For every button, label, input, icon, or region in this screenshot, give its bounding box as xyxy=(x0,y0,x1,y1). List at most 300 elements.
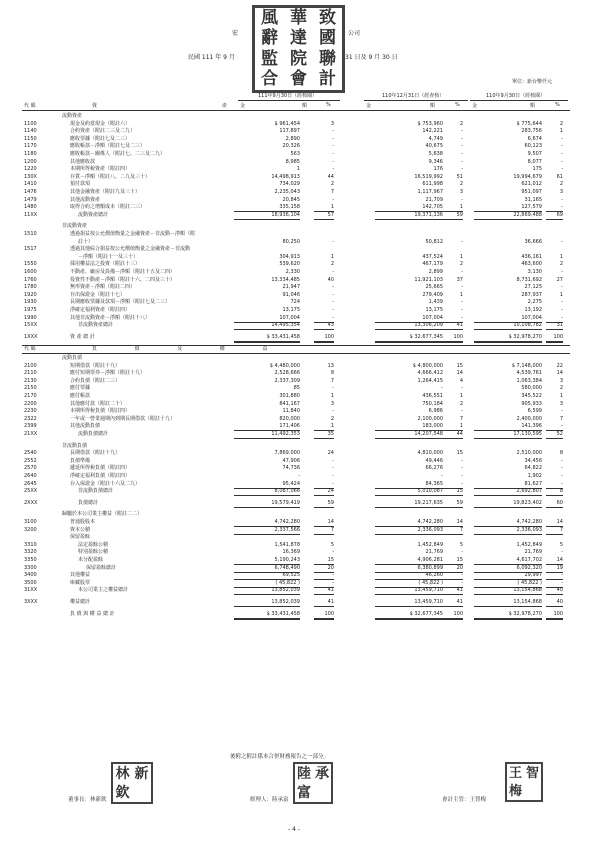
row-code: 1517 xyxy=(24,246,37,253)
row-amount-1: 841,167 xyxy=(279,400,300,407)
row-amount-2: 16,519,992 xyxy=(414,173,443,180)
row-amount-3: 1,902 xyxy=(527,473,542,479)
table-row xyxy=(0,113,597,120)
row-code: 1XXX xyxy=(24,333,38,340)
row-name: 取得合約之增額成本（附註二三） xyxy=(70,204,146,211)
table-row xyxy=(0,261,597,268)
row-amount-3: 27,125 xyxy=(524,284,542,291)
row-pct-2: - xyxy=(461,269,463,275)
row-pct-1: - xyxy=(332,158,334,165)
col-pct-2: % xyxy=(455,102,460,108)
row-pct-3: 3 xyxy=(559,400,563,407)
row-name: 長期借款（附註十九） xyxy=(70,450,121,457)
row-name: 短期借款（附註十九） xyxy=(70,362,121,369)
row-pct-1: - xyxy=(332,465,334,472)
row-code: 3400 xyxy=(24,572,37,579)
row-name: 存入保證金（附註十六及二九） xyxy=(70,480,141,487)
row-pct-2: - xyxy=(443,315,463,323)
row-amount-1: 1,541,878 xyxy=(274,541,300,548)
row-amount-3: 13,154,868 xyxy=(474,599,542,607)
table-row xyxy=(0,269,597,276)
row-amount-1: 8,985 xyxy=(285,158,300,165)
table-row xyxy=(0,488,597,495)
row-pct-2: 15 xyxy=(456,450,463,457)
row-code: 2130 xyxy=(24,377,37,384)
row-amount-3: 283,756 xyxy=(521,128,542,135)
row-name: 本期所得稅負債（附註四） xyxy=(70,408,131,415)
row-name: 資本公積 xyxy=(70,526,91,533)
table-row xyxy=(0,500,597,507)
row-amount-2: 13,459,710 xyxy=(375,587,443,595)
row-code: 1476 xyxy=(24,189,37,195)
row-pct-3: 27 xyxy=(556,276,563,283)
row-amount-3: 2,510,000 xyxy=(516,450,542,457)
row-amount-1: $ 33,431,458 xyxy=(234,611,300,620)
col-pct-1: % xyxy=(326,102,331,108)
row-amount-3: 6,092,320 xyxy=(474,565,542,573)
row-amount-3: 13,192 xyxy=(524,307,542,313)
row-name: 其他應付款（附註二十） xyxy=(70,400,126,407)
table-row xyxy=(0,143,597,150)
row-pct-3: 2 xyxy=(559,385,563,392)
row-amount-2: 467,179 xyxy=(422,261,443,268)
row-pct-3: 1 xyxy=(559,253,563,260)
row-name: 非流動負債總計 xyxy=(78,488,114,495)
row-pct-1: - xyxy=(332,457,334,464)
row-amount-2: 21,769 xyxy=(425,549,443,556)
row-code: 25XX xyxy=(24,488,38,495)
row-name: 本期所得稅資產（附註四） xyxy=(70,166,131,173)
table-row xyxy=(0,355,597,362)
row-pct-2: 5 xyxy=(459,541,463,548)
row-amount-3: 951,097 xyxy=(521,189,542,195)
row-name: 應收票據（附註七及二三） xyxy=(70,135,131,142)
row-pct-2: - xyxy=(461,457,463,464)
row-amount-3: 4,742,280 xyxy=(474,519,542,527)
row-name: 註十） xyxy=(78,238,94,245)
table-row xyxy=(0,121,597,128)
row-amount-2: 49,446 xyxy=(425,457,443,464)
row-pct-1: 24 xyxy=(314,488,334,496)
row-amount-3: 175 xyxy=(532,166,542,173)
row-name: 其他權益 xyxy=(70,572,91,579)
row-amount-2: 142,705 xyxy=(375,204,443,212)
row-pct-2: 41 xyxy=(443,587,463,595)
row-name: 非流動資產總計 xyxy=(78,322,114,329)
row-pct-1: - xyxy=(332,291,334,298)
row-name: 歸屬於本公司業主權益（附註二二） xyxy=(62,511,143,518)
row-amount-2: 46,260 xyxy=(375,572,443,580)
row-amount-2: 2,100,000 xyxy=(417,415,443,422)
row-amount-2: 13,175 xyxy=(425,307,443,313)
row-amount-1: 16,369 xyxy=(282,549,300,556)
row-pct-3: - xyxy=(561,158,563,165)
row-amount-3: 22,869,488 xyxy=(474,212,542,220)
row-name: 未分配盈餘 xyxy=(78,557,104,563)
row-code: 3310 xyxy=(24,541,37,548)
col-amount-2: 金 xyxy=(366,103,372,109)
row-amount-2: 142,221 xyxy=(422,128,443,135)
row-name: 保留盈餘總計 xyxy=(86,564,117,571)
seal-character: 梅 xyxy=(508,783,522,799)
seal-character: 富 xyxy=(297,784,311,801)
row-pct-1: 35 xyxy=(314,431,334,439)
row-amount-1: ( 45,822 ) xyxy=(234,580,300,588)
row-amount-3: ( 45,822 ) xyxy=(474,580,542,588)
row-amount-3: 21,769 xyxy=(524,549,542,556)
row-pct-3: - xyxy=(561,135,563,142)
row-pct-1: - xyxy=(332,269,334,275)
table-row xyxy=(0,334,597,341)
row-amount-2: $ 32,677,345 xyxy=(375,611,443,620)
row-amount-3: 905,933 xyxy=(521,400,542,407)
table-row xyxy=(0,416,597,423)
row-pct-3: 1 xyxy=(559,291,563,298)
row-amount-1: 74,736 xyxy=(282,465,300,472)
row-name: 其他流動負債 xyxy=(70,423,101,430)
row-pct-3: - xyxy=(561,457,563,464)
seal-character: 致 xyxy=(319,7,336,28)
row-name: 投資性不動產－淨額（附註十六、二四及三十） xyxy=(70,276,176,283)
manager-signature: 經理人：陸承富 xyxy=(250,797,289,803)
manager-seal xyxy=(293,762,333,804)
row-amount-3: $ 32,978,270 xyxy=(474,611,542,620)
row-pct-1: - xyxy=(332,473,334,479)
row-pct-2: 41 xyxy=(443,599,463,607)
row-amount-2: 750,184 xyxy=(422,400,443,407)
row-amount-2: 2,336,093 xyxy=(375,527,443,535)
table-row xyxy=(0,423,597,430)
row-code: 15XX xyxy=(24,322,38,329)
row-amount-1: 91,046 xyxy=(282,291,300,298)
row-name: 採用權益法之投資（附註十三） xyxy=(70,261,141,268)
row-amount-1: 107,004 xyxy=(234,315,300,323)
table-row xyxy=(0,534,597,541)
row-code: 1550 xyxy=(24,261,37,268)
row-amount-3: 436,161 xyxy=(521,253,542,260)
row-name: 其他金融資產（附註九及三十） xyxy=(70,189,141,195)
row-amount-2: 84,365 xyxy=(375,481,443,489)
row-amount-3: 345,522 xyxy=(521,393,542,399)
row-name: 遞延所得稅負債（附註四） xyxy=(70,465,131,472)
table-row xyxy=(0,246,597,253)
seal-character: 辭 xyxy=(261,28,278,49)
report-date-right: 31 日及 9 月 30 日 xyxy=(345,54,398,61)
table-row xyxy=(0,511,597,518)
row-code: 2100 xyxy=(24,362,37,369)
table-row xyxy=(0,385,597,392)
row-pct-2: 3 xyxy=(459,189,463,195)
row-pct-3: 8 xyxy=(559,450,563,457)
row-name: 存出保證金（附註十七） xyxy=(70,291,126,298)
row-pct-3: 52 xyxy=(546,431,563,439)
row-code: 2170 xyxy=(24,393,37,399)
row-amount-1: 80,250 xyxy=(282,238,300,245)
row-amount-1: $ 33,431,458 xyxy=(234,334,300,343)
row-pct-1: - xyxy=(332,196,334,203)
row-amount-2: 437,524 xyxy=(422,253,443,260)
row-code: 2150 xyxy=(24,385,37,392)
table-row xyxy=(0,587,597,594)
seal-character: 新 xyxy=(134,765,149,782)
table-row xyxy=(0,370,597,377)
row-pct-1: 40 xyxy=(327,276,334,283)
row-code: 3320 xyxy=(24,549,37,556)
report-date-left: 民國 111 年 9 月 xyxy=(188,54,235,61)
header-rule-3 xyxy=(470,100,568,101)
row-pct-1: - xyxy=(332,166,334,173)
row-name: 權益總計 xyxy=(70,599,91,605)
row-pct-3: - xyxy=(546,572,563,580)
row-pct-2: 15 xyxy=(456,362,463,369)
row-pct-2: - xyxy=(443,580,463,588)
row-name: 應付短期票券－淨額（附註十九） xyxy=(70,370,146,377)
row-pct-3: 7 xyxy=(559,415,563,422)
row-pct-2: 59 xyxy=(443,500,463,508)
row-pct-2: - xyxy=(461,385,463,392)
row-amount-2: 25,665 xyxy=(425,284,443,291)
row-pct-1: 1 xyxy=(330,393,334,399)
row-pct-3: 5 xyxy=(559,541,563,548)
row-amount-2: 13,459,710 xyxy=(375,599,443,607)
row-amount-1: 2,528,666 xyxy=(274,370,300,377)
row-amount-1: 21,947 xyxy=(282,284,300,291)
seal-character: 欽 xyxy=(115,784,130,801)
liabilities-header-row xyxy=(22,345,570,354)
header-rule-1 xyxy=(238,100,340,101)
row-pct-3: 40 xyxy=(546,587,563,595)
row-amount-3: 64,822 xyxy=(524,465,542,472)
col-amount-1b: 額 xyxy=(302,103,308,109)
row-code: 31XX xyxy=(24,587,38,594)
row-amount-2: ( 45,822 ) xyxy=(375,580,443,588)
row-pct-3: - xyxy=(561,166,563,173)
row-code: 1479 xyxy=(24,196,37,203)
col-period-2: 110年12月31日（經查核） xyxy=(382,93,445,99)
table-row xyxy=(0,450,597,457)
row-pct-1: 2 xyxy=(330,415,334,422)
row-pct-1: - xyxy=(332,151,334,157)
table-row xyxy=(0,393,597,400)
row-amount-3: 2,275 xyxy=(527,299,542,306)
row-amount-3: 1,452,849 xyxy=(516,541,542,548)
row-amount-2: 107,004 xyxy=(375,315,443,323)
row-pct-3: 60 xyxy=(546,500,563,508)
row-name: 一年或一營業週期內到期長期借款（附註十九） xyxy=(70,415,176,422)
row-amount-3: 19,823,402 xyxy=(474,500,542,508)
seal-character: 風 xyxy=(261,7,278,28)
row-pct-3: 31 xyxy=(546,322,563,330)
row-amount-1: 820,000 xyxy=(279,415,300,422)
table-row xyxy=(0,166,597,173)
table-row xyxy=(0,284,597,291)
row-amount-1: $ 4,480,000 xyxy=(269,362,300,369)
row-pct-2: 37 xyxy=(456,276,463,283)
row-pct-3: 2 xyxy=(559,120,563,127)
row-amount-2: $ 753,960 xyxy=(417,120,443,127)
row-amount-3: 6,674 xyxy=(527,135,542,142)
col-period-1: 111年9月30日（經核閱） xyxy=(258,93,318,99)
row-pct-2: 2 xyxy=(459,261,463,268)
seal-character: 達 xyxy=(290,28,307,49)
row-code: 代 碼 xyxy=(24,346,36,353)
row-name: 法定盈餘公積 xyxy=(78,541,109,548)
row-amount-3: 31,165 xyxy=(524,196,542,203)
row-amount-3: $ 32,978,270 xyxy=(474,334,542,343)
row-amount-2: 1,439 xyxy=(428,299,443,306)
seal-character: 國 xyxy=(319,28,336,49)
row-amount-1: 8,087,066 xyxy=(234,488,300,496)
row-amount-3: 8,077 xyxy=(527,158,542,165)
company-name-right: 公司 xyxy=(348,30,361,37)
col-assets-label-2: 產 xyxy=(222,103,228,109)
table-row xyxy=(0,151,597,158)
row-amount-2: 11,921,103 xyxy=(414,276,443,283)
row-code: 3350 xyxy=(24,557,37,563)
row-amount-2: 4,666,412 xyxy=(417,370,443,377)
row-amount-1: 85 xyxy=(293,385,300,392)
row-pct-2: - xyxy=(461,128,463,135)
row-pct-2: 1 xyxy=(459,253,463,260)
row-code: 130X xyxy=(24,173,37,180)
row-code: 3500 xyxy=(24,579,37,586)
row-pct-3: - xyxy=(561,269,563,275)
company-seal xyxy=(252,5,345,93)
row-name: 透過其他綜合損益按公允價值衡量之金融資產－非流動 xyxy=(70,246,191,253)
row-amount-3: 6,599 xyxy=(527,408,542,415)
table-row xyxy=(0,212,597,219)
row-name: 應收帳款－關係人（附註七、二三及二九） xyxy=(70,151,166,157)
row-code: 1920 xyxy=(24,291,37,298)
row-amount-2: 2,899 xyxy=(428,269,443,275)
row-amount-3: 3,130 xyxy=(527,269,542,275)
row-amount-1: 13,852,039 xyxy=(234,599,300,607)
row-amount-3: 8,731,692 xyxy=(516,276,542,283)
row-pct-1: 7 xyxy=(330,377,334,384)
row-name: 預付款項 xyxy=(70,181,91,188)
table-row xyxy=(0,465,597,472)
row-pct-2: - xyxy=(443,572,463,580)
row-pct-1: 3 xyxy=(330,120,334,127)
table-row xyxy=(0,401,597,408)
row-amount-2: 66,276 xyxy=(425,465,443,472)
row-pct-2: 59 xyxy=(443,212,463,220)
row-code: 2540 xyxy=(24,450,37,457)
table-row xyxy=(0,136,597,143)
header-bottom-rule xyxy=(22,110,570,111)
table-row xyxy=(0,277,597,284)
row-pct-3: - xyxy=(561,238,563,245)
row-pct-2: 7 xyxy=(459,415,463,422)
row-pct-2: - xyxy=(461,299,463,306)
row-amount-3: 127,579 xyxy=(474,204,542,212)
row-pct-2: 41 xyxy=(443,322,463,330)
accountant-seal-text xyxy=(507,764,541,800)
row-pct-1: - xyxy=(332,408,334,415)
row-pct-3: 1 xyxy=(559,128,563,135)
row-amount-3: 17,130,595 xyxy=(474,431,542,439)
row-name: 應收帳款－淨額（附註七及二三） xyxy=(70,143,146,150)
row-pct-2: 2 xyxy=(459,120,463,127)
row-pct-1: - xyxy=(332,238,334,245)
col-amount-3: 金 xyxy=(472,103,478,109)
row-amount-1: 18,936,104 xyxy=(234,212,300,220)
row-pct-2: 20 xyxy=(443,565,463,573)
row-amount-1: 304,913 xyxy=(279,253,300,260)
row-pct-3: 2 xyxy=(559,181,563,188)
row-pct-2: 1 xyxy=(443,204,463,212)
row-pct-3: - xyxy=(561,549,563,556)
company-name-left: 宏 xyxy=(232,30,239,37)
row-pct-2: 7 xyxy=(443,527,463,535)
table-row xyxy=(0,599,597,606)
row-pct-3: 14 xyxy=(546,519,563,527)
row-name: 無形資產－淨額（附註二四） xyxy=(70,284,136,291)
row-name: －淨額（附註十一及三十） xyxy=(78,253,139,260)
row-pct-3: 3 xyxy=(559,189,563,195)
row-amount-1: 13,852,039 xyxy=(234,587,300,595)
row-name: 其他非流動資產－淨額（附註十八） xyxy=(70,314,151,321)
row-amount-1: 13,334,485 xyxy=(271,276,300,283)
table-row xyxy=(0,307,597,314)
row-name: 不動產、廠房及設備－淨額（附註十五及二四） xyxy=(70,269,176,275)
row-code: 1410 xyxy=(24,181,37,188)
row-amount-2: 436,551 xyxy=(422,393,443,399)
row-pct-2: - xyxy=(461,307,463,313)
seal-character: 聯 xyxy=(319,48,336,69)
row-amount-1: 171,406 xyxy=(234,423,300,431)
row-pct-1: 59 xyxy=(314,500,334,508)
row-pct-2: - xyxy=(443,481,463,489)
table-row xyxy=(0,527,597,534)
row-pct-3: - xyxy=(561,299,563,306)
row-code: 3200 xyxy=(24,526,37,533)
row-amount-2: 50,812 xyxy=(425,238,443,245)
row-amount-2: $ 4,800,000 xyxy=(412,362,443,369)
table-row xyxy=(0,292,597,299)
row-amount-3: 34,456 xyxy=(524,457,542,464)
row-pct-3: - xyxy=(546,423,563,431)
row-pct-1: 57 xyxy=(314,212,334,220)
row-code: 1220 xyxy=(24,166,37,173)
seal-character: 智 xyxy=(525,765,539,781)
table-row xyxy=(0,378,597,385)
row-amount-2: 183,000 xyxy=(375,423,443,431)
row-amount-3: 81,627 xyxy=(474,481,542,489)
seal-character: 承 xyxy=(315,765,329,782)
seal-character: 計 xyxy=(319,69,336,90)
row-pct-2: - xyxy=(461,143,463,150)
row-amount-1: 20,845 xyxy=(282,196,300,203)
row-code: 1600 xyxy=(24,269,37,275)
table-row xyxy=(0,580,597,587)
table-row xyxy=(0,204,597,211)
row-pct-1: 7 xyxy=(330,189,334,195)
row-amount-1: 47,906 xyxy=(282,457,300,464)
row-code: 2552 xyxy=(24,457,37,464)
row-code: 2200 xyxy=(24,400,37,407)
page-number: - 4 - xyxy=(288,826,300,833)
chairman-signature: 董事長：林新欽 xyxy=(68,797,107,803)
row-pct-1: 100 xyxy=(314,334,334,343)
col-period-3: 110年9月30日（經核閱） xyxy=(486,93,546,99)
row-code: 1975 xyxy=(24,307,37,313)
row-pct-2: 100 xyxy=(443,611,463,620)
row-amount-3: 107,004 xyxy=(474,315,542,323)
row-amount-3: 19,994,679 xyxy=(513,173,542,180)
row-name: 非流動資產 xyxy=(62,223,88,230)
row-pct-2: 44 xyxy=(443,431,463,439)
